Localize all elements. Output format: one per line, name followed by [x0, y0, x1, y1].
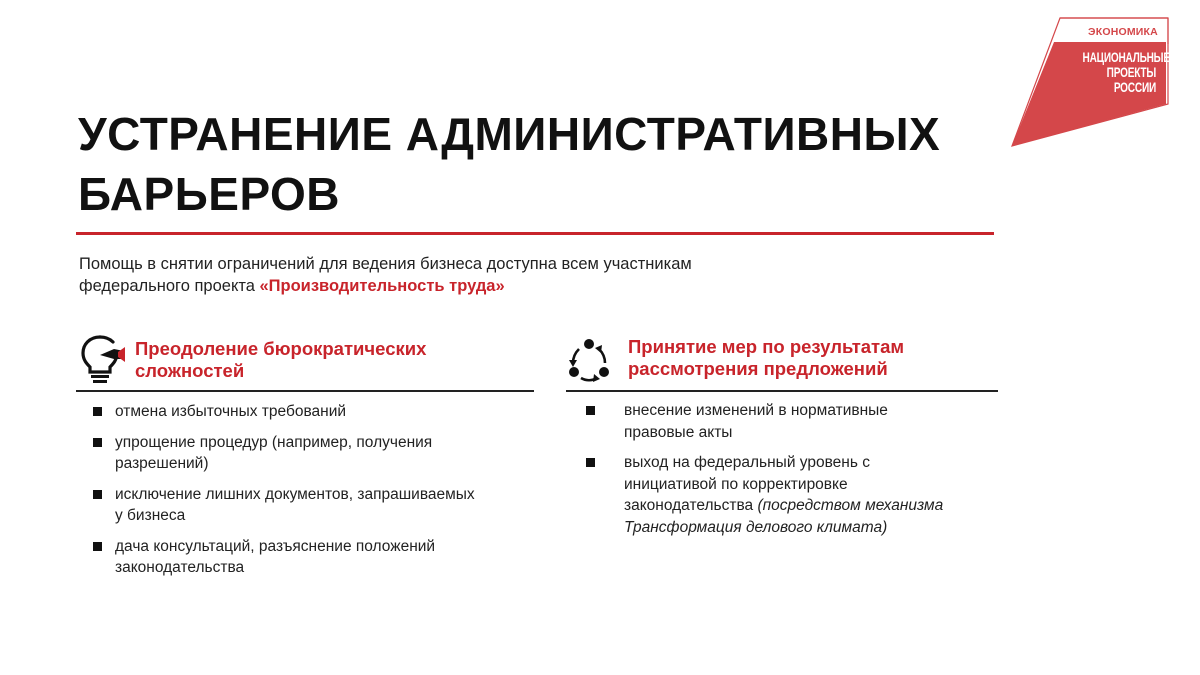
intro-line-2: федерального проекта — [79, 277, 260, 295]
list-item: внесение изменений в нормативные правовые акты — [586, 400, 1026, 443]
left-column-heading — [135, 338, 535, 382]
list-item: упрощение процедур (например, получения разрешений) — [93, 432, 553, 475]
list-item: отмена избыточных требований — [93, 401, 553, 423]
right-column-divider — [566, 390, 998, 392]
right-heading-line-1: Принятие мер по результатам — [628, 336, 905, 357]
mechanism-note-cont: Трансформация делового климата) — [624, 518, 888, 536]
page-title — [78, 104, 1008, 224]
national-projects-logo — [1008, 14, 1180, 150]
intro-text — [79, 253, 839, 297]
right-column-heading — [628, 336, 1008, 380]
mechanism-note: (посредством механизма — [757, 497, 944, 514]
lightbulb-icon — [78, 331, 128, 390]
title-line-1: УСТРАНЕНИЕ АДМИНИСТРАТИВНЫХ — [78, 108, 941, 160]
right-bullet-list — [586, 400, 1026, 538]
left-heading-line-2: сложностей — [135, 360, 245, 381]
logo-category: ЭКОНОМИКА — [1088, 26, 1158, 38]
left-column-divider — [76, 390, 534, 392]
right-heading-line-2: рассмотрения предложений — [628, 358, 888, 379]
list-item: исключение лишних документов, запрашиваемых у бизнеса — [93, 484, 553, 527]
list-item: дача консультаций, разъяснение положений законодательства — [93, 536, 553, 579]
logo-line-1: НАЦИОНАЛЬНЫЕ — [1082, 49, 1170, 65]
left-heading-line-1: Преодоление бюрократических — [135, 338, 427, 359]
title-line-2: БАРЬЕРОВ — [78, 168, 341, 220]
left-bullet-list — [93, 401, 553, 579]
logo-line-2: ПРОЕКТЫ — [1106, 64, 1156, 80]
project-name: «Производительность труда» — [259, 277, 505, 295]
logo-line-3: РОССИИ — [1113, 79, 1156, 95]
intro-line-1: Помощь в снятии ограничений для ведения бизнеса доступна всем участникам — [79, 255, 692, 273]
title-divider — [76, 232, 994, 235]
list-item: выход на федеральный уровень с инициативой по корректировке законодательства (посредством механизма Трансформация делового климата) — [586, 452, 1026, 538]
cycle-arrows-icon — [566, 338, 612, 389]
